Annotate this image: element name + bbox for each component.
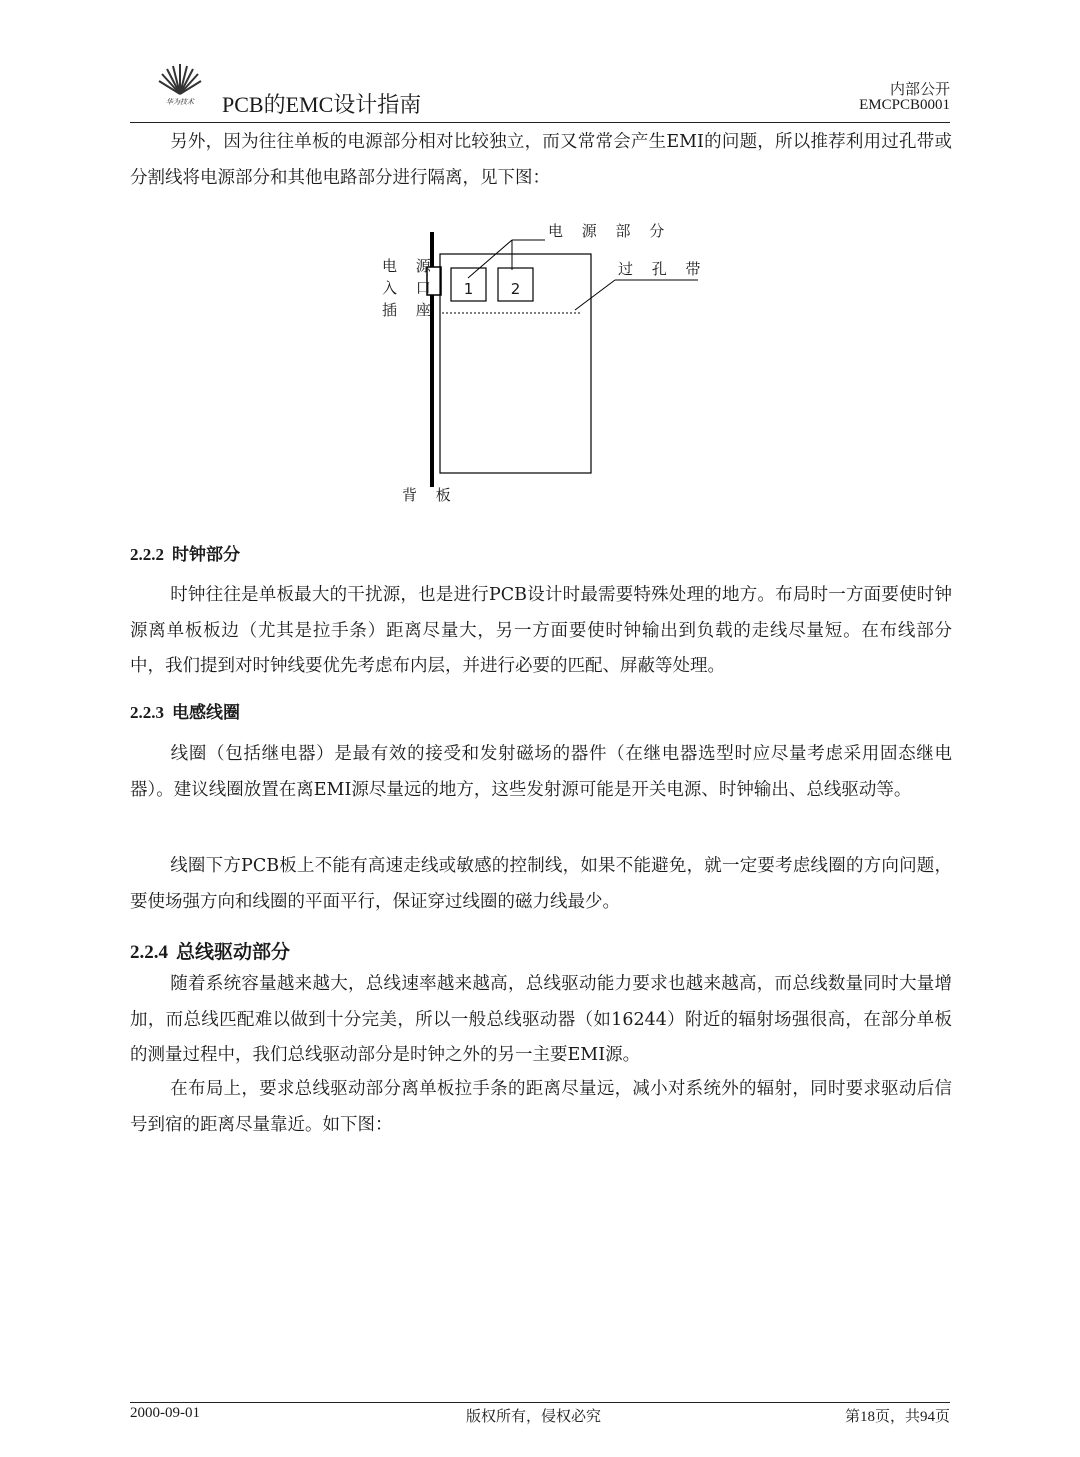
- label-socket-line3: 插 座: [382, 301, 438, 319]
- footer-copyright: 版权所有，侵权必究: [466, 1409, 602, 1425]
- inductor-paragraph-2: 线圈下方PCB板上不能有高速走线或敏感的控制线，如果不能避免，就一定要考虑线圈的方向问题，要使场强方向和线圈的平面平行，保证穿过线圈的磁力线最少。: [130, 856, 952, 912]
- section-heading-2-2-3: 2.2.3 电感线圈: [130, 703, 240, 722]
- label-socket-line1: 电 源: [382, 257, 438, 275]
- clock-paragraph: 时钟往往是单板最大的干扰源，也是进行PCB设计时最需要特殊处理的地方。布局时一方面要使时钟源离单板板边（尤其是拉手条）距离尽量大，另一方面要使时钟输出到负载的走线尽量短。在布线部分中，我们提到对时钟线要优先考虑布内层，并进行必要的匹配、屏蔽等处理。: [130, 585, 952, 676]
- intro-paragraph: 另外，因为往往单板的电源部分相对比较独立，而又常常会产生EMI的问题，所以推荐利用过孔带或分割线将电源部分和其他电路部分进行隔离，见下图：: [130, 132, 952, 188]
- box-2-label: 2: [510, 280, 521, 298]
- box-1-label: 1: [463, 280, 474, 298]
- footer-divider: [130, 1402, 950, 1403]
- label-power-part: 电 源 部 分: [548, 222, 672, 240]
- inductor-paragraph-1: 线圈（包括继电器）是最有效的接受和发射磁场的器件（在继电器选型时应尽量考虑采用固态继电器）。建议线圈放置在离EMI源尽量远的地方，这些发射源可能是开关电源、时钟输出、总线驱动等。: [130, 744, 952, 800]
- bus-driver-paragraph-1: 随着系统容量越来越大，总线速率越来越高，总线驱动能力要求也越来越高，而总线数量同时大量增加，而总线匹配难以做到十分完美，所以一般总线驱动器（如16244）附近的辐射场强很高，在部分单板的测量过程中，我们总线驱动部分是时钟之外的另一主要EMI源。: [130, 974, 952, 1065]
- footer-page-number: 第18页，共94页: [844, 1409, 950, 1425]
- bus-driver-paragraph-2: 在布局上，要求总线驱动部分离单板拉手条的距离尽量远，减小对系统外的辐射，同时要求驱动后信号到宿的距离尽量靠近。如下图：: [130, 1079, 952, 1135]
- label-backplane: 背 板: [402, 486, 458, 504]
- header-logo: [156, 60, 204, 110]
- label-socket-line2: 入 口: [382, 279, 438, 297]
- section-heading-2-2-4: 2.2.4 总线驱动部分: [130, 942, 291, 963]
- document-title: PCB的EMC设计指南: [222, 92, 422, 117]
- power-isolation-figure: [360, 212, 720, 512]
- footer-date: 2000-09-01: [130, 1405, 200, 1421]
- classification-label: 内部公开: [889, 82, 950, 98]
- document-code: EMCPCB0001: [859, 97, 950, 113]
- header-divider: [130, 122, 950, 123]
- logo-text: 华为技术: [166, 98, 194, 106]
- section-heading-2-2-2: 2.2.2 时钟部分: [130, 545, 240, 564]
- label-via-band: 过 孔 带: [618, 260, 708, 278]
